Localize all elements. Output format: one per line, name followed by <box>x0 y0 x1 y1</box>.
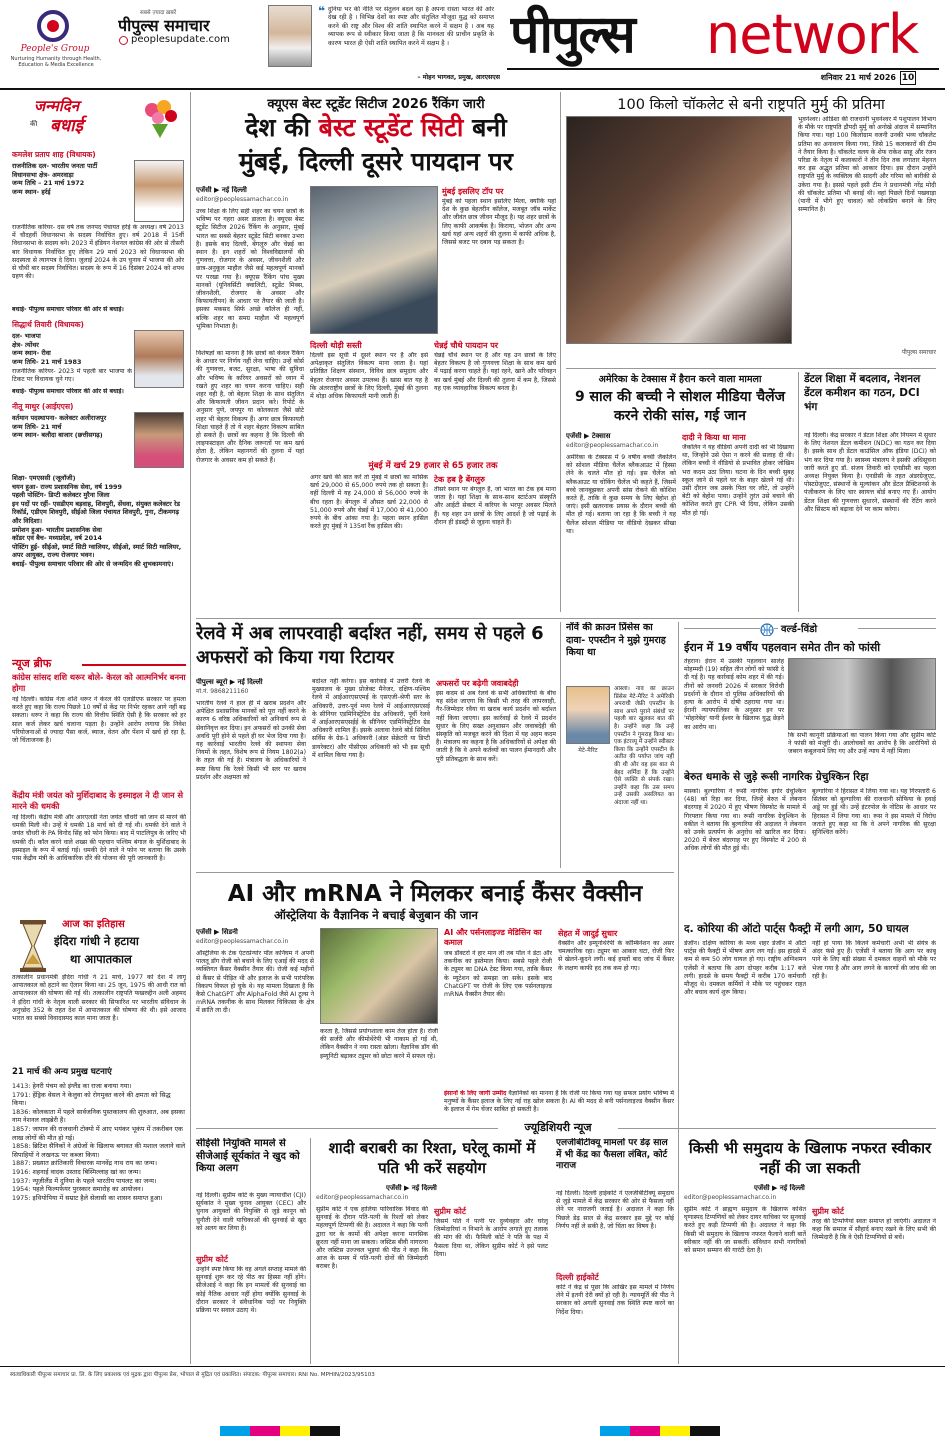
birthday-line: क्षेत्र- त्योंथर <box>12 340 39 349</box>
tech-body: तीसरे स्थान पर बेंगलुरु है, जो भारत का टेक हब माना जाता है। यहां शिक्षा के साथ-साथ स्टार्टअप संस्कृति और आईटी सेक्टर में करियर के भरपूर अवसर मिलते हैं। यह शहर उन छात्रों के लिए आदर्श है जो पढ़ाई के दौरान ही इंडस्ट्री से जुड़ना चाहते हैं। <box>434 486 556 526</box>
lgbt-headline: एलजीबीटीक्यू मामलों पर डेढ़ साल में भी केंद्र का फैसला लंबित, कोर्ट नाराज <box>556 1138 668 1171</box>
texas-headline: 9 साल की बच्ची ने सोशल मीडिया चैलेंज करने रोकी सांस, गई जान <box>574 389 786 424</box>
quote-text: दुनिया भर की नीति पर संतुलन बदल रहा है अपना रास्ता भारत की ओर देख रही है । विभिन्न देशों का स्पष्ट और संतुलित मौजूदा युद्ध को समाप्त करने की राष्ट्र और विश्व की शांति स्थापित करने में सक्षम है । अब यह व्यापक रूप से स्वीकार किया जाता है कि मानवता की प्राचीन प्रकृति के कारण भारत ही ऐसी शांति स्थापित करने में सक्षम है । <box>328 6 494 47</box>
history-event: 1858: ब्रिटिश सैनिकों ने अंग्रेजों के खिलाफ बगावत की मशाल जलाने वाले सिपाहियों ने लखनऊ पर कब्जा किया। <box>12 1142 186 1159</box>
top-divider <box>0 88 945 90</box>
siddharth-tiwari-photo <box>134 330 184 388</box>
chennai-subhead: चेन्नई चौथे पायदान पर <box>434 341 499 350</box>
history-event: 1791: हेंड्रिक वेसल ने केलुवा को रोगमुक्त करने की क्षमता को सिद्ध किया। <box>12 1090 171 1108</box>
cancer-kicker: ऑस्ट्रेलिया के वैज्ञानिक ने बचाई बेजुबान की जान <box>274 908 478 922</box>
texas-right-rule <box>798 372 799 612</box>
color-registration-strip <box>220 1426 340 1436</box>
history-events-title: 21 मार्च की अन्य प्रमुख घटनाएं <box>12 1067 112 1077</box>
cost-body: अगर खर्च की बात करें तो मुंबई में छात्रों का मासिक खर्च 29,000 से 65,000 रुपये तक हो सकता है। वहीं दिल्ली में यह 24,000 से 56,000 रुपये के बीच रहता है। बेंगलुरु में औसत खर्च 22,000 से 51,000 रुपये और चेन्नई में 17,000 से 41,000 रुपये के बीच आंका गया है। पहला स्थान हासिल करते हुए मुंबई ने 135वां रैंक हासिल की। <box>310 474 428 531</box>
hate-body-2: तरह की टिप्पणियां स्वतः समाप्त हो जाएंगी। अदालत ने कहा कि समाज में सौहार्द बनाए रखने के लिए सभी की जिम्मेदारी है कि वे ऐसी टिप्पणियों से बचें। <box>812 1218 936 1242</box>
birthday-heading-bottom: बधाई <box>50 116 83 136</box>
delhi-body: दिल्ली इस सूची में दूसरे स्थान पर है और इसे अपेक्षाकृत संतुलित विकल्प माना जाता है। यहां प्रतिष्ठित शिक्षण संस्थान, विविध छात्र समुदाय और बेहतर रोजगार अवसर उपलब्ध हैं। खास बात यह है कि अंतरराष्ट्रीय छात्रों के लिए दिल्ली, मुंबई की तुलना में थोड़ा अधिक किफायती मानी जाती है। <box>310 352 428 401</box>
history-event: 1836: कोलकाता में पहले सार्वजनिक पुस्तकालय की शुरुआत, अब इसका नाम नेशनल लाइब्रेरी है। <box>12 1107 185 1125</box>
lead-story <box>196 94 556 614</box>
lgbt-body-2: कोर्ट ने केंद्र से पूछा कि आखिर इस मामले में निर्णय लेने में इतनी देरी क्यों हो रही है। न्यायमूर्ति की पीठ ने सरकार को अगली सुनवाई तक स्थिति स्पष्ट करने का निर्देश दिया। <box>556 1284 674 1316</box>
birthday-details-3b <box>12 474 184 652</box>
small-paper-title: पीपुल्स समाचार <box>118 16 210 35</box>
history-label: आज का इतिहास <box>62 919 125 930</box>
railway-mobile: मो.नं. 9868211160 <box>196 688 249 695</box>
hate-headline: किसी भी समुदाय के खिलाफ नफरत स्वीकार नहीं की जा सकती <box>688 1139 932 1177</box>
quote-author: – मोहन भागवत, प्रमुख, आरएसएस <box>417 74 500 81</box>
scientist-dog-photo <box>320 928 438 1024</box>
footer-imprint: स्वत्वाधिकारी पीपुल्स समाचार प्रा. लि. के लिए प्रकाशक एवं मुद्रक द्वारा पीपुल्स प्रेस, भोपाल से मुद्रित एवं प्रकाशित। संपादक: पीपुल्स समाचार। RNI No. MPHIN/2023/95103 <box>10 1372 375 1378</box>
railway-body-2: बर्दाश्त नहीं करेगा। इस कार्रवाई में उत्तरी रेलवे के मुख्यालय के मुख्य प्रोजेक्ट मैनेजर, दक्षिण-पश्चिम रेलवे में आईआरएसएमई के एसएजी-श्रेणी स्तर के अधिकारी, उत्तर-पूर्व मध्य रेलवे में आईआरएसएसई के सीनियर एडमिनिस्ट्रेटिव ग्रेड अधिकारी, पूर्वी रेलवे में आईआरएसएसईई के सीनियर एडमिनिस्ट्रेटिव ग्रेड अधिकारी शामिल हैं। इसके अलावा रेलवे बोर्ड सिविल सर्विस के ग्रेड-1 अधिकारी (अंडर सेक्रेटरी या डिप्टी डायरेक्टर) और पीसीएस अधिकारी को भी इस सूची में शामिल किया गया है। <box>312 678 430 759</box>
marriage-body-2: जिसमें पति ने पत्नी पर दुर्व्यवहार और घरेलू जिम्मेदारियां न निभाने के आरोप लगाते हुए तलाक की मांग की थी। फैमिली कोर्ट ने पति के पक्ष में फैसला दिया था, लेकिन सुप्रीम कोर्ट ने इसे पलट दिया। <box>434 1218 548 1258</box>
lead-headline-c: बनी <box>463 113 507 142</box>
texas-email[interactable]: editor@peoplessamachar.co.in <box>566 442 659 449</box>
marriage-headline: शादी बराबरी का रिश्ता, घरेलू कामों में पति भी करें सहयोग <box>328 1139 536 1177</box>
texas-body: अमेरिका के टेक्सास में 9 वर्षीय बच्ची जैकलिन को सोशल मीडिया चैलेंज ब्लैकआउट में हिस्सा लेने के चलते मौत हो गई। इस चैलेंज को ब्लैकआउट या चोकिंग चैलेंज भी कहते हैं, जिसमें बच्चे जानबूझकर अपनी सांस रोकने की कोशिश करते हैं, ताकि वे कुछ समय के लिए बेहोश हो जाएं। इसी खतरनाक प्रयास के दौरान बच्ची की मौत हो गई। बताया जा रहा है कि बच्ची ने यह चैलेंज सोशल मीडिया पर वीडियो देखकर सीखा था। <box>566 454 676 535</box>
students-library-photo <box>310 186 438 334</box>
railway-story <box>196 622 556 868</box>
left-column-rule <box>190 92 191 1364</box>
cancer-highlight-body: वैज्ञानिकों का मानना है कि रोजी पर किया गया यह सफल प्रयोग भविष्य में मनुष्यों के कैंसर इलाज के लिए नई राह खोल सकता है। AI की मदद से बनी पर्सनलाइज्ड वैक्सीन कैंसर के इलाज में गेम चेंजर साबित हो सकती है। <box>444 1090 674 1114</box>
cancer-highlight-label: इंसानों के लिए जागी उम्मीद <box>444 1090 507 1097</box>
birthday-line: बधाई- पीपुल्स समाचार परिवार की ओर से जन्मदिन की शुभकामनाएं। <box>12 559 174 568</box>
delhi-subhead: दिल्ली थोड़ी सस्ती <box>310 341 362 350</box>
judiciary-label: ज्यूडिशियरी न्यूज <box>498 1120 618 1135</box>
korea-headline: द. कोरिया की ऑटो पार्ट्स फैक्ट्री में लगी आग, 50 घायल <box>684 923 909 935</box>
birthday-line: राजनीतिक दल- भारतीय जनता पार्टी <box>12 162 98 170</box>
masthead-underline <box>507 68 939 70</box>
footer-rule <box>0 1366 945 1367</box>
birthday-line: वर्तमान पदस्थापना- कलेक्टर अलीराजपुर <box>12 414 107 422</box>
lead-headline-b: बेस्ट स्टूडेंट सिटी <box>318 113 464 142</box>
website-url[interactable]: peoplesupdate.com <box>131 34 230 45</box>
history-events-list <box>12 1082 186 1362</box>
news-brief-label-rule <box>82 664 186 666</box>
birthday-line: जन्म तिथि – 21 मार्च 1972 <box>12 179 85 188</box>
texas-kicker: अमेरिका के टेक्सास में हैरान करने वाला मामला <box>598 374 762 385</box>
group-tagline: Nurturing Humanity through Health, Education & Media Excellence <box>10 56 102 68</box>
cancer-sub-1-body: जब डॉक्टरों ने हार मान ली तब पॉल ने डेटा और तकनीक का इस्तेमाल किया। सबसे पहले रोजी के ट्यूमर का DNA टेस्ट किया गया, ताकि कैंसर के म्यूटेशन को समझा जा सके। इसके बाद ChatGPT पर रोजी के लिए एक पर्सनलाइज्ड mRNA वैक्सीन तैयार की। <box>444 950 552 999</box>
judiciary-rule-1 <box>310 1138 311 1364</box>
small-paper-tag: सबसे ज़्यादा ख़बरें <box>140 10 177 16</box>
lgbt-story <box>556 1138 674 1364</box>
history-section <box>12 916 186 1364</box>
brief-title-1: कांग्रेस सांसद शशि थरूर बोले- केरल को आत्मनिर्भर बनना होगा <box>12 672 186 693</box>
railway-headline: रेलवे में अब लापरवाही बर्दाश्त नहीं, समय से पहले 6 अफसरों को किया गया रिटायर <box>196 623 544 668</box>
iran-headline: ईरान में 19 वर्षीय पहलवान समेत तीन को फांसी <box>684 641 881 654</box>
texas-subhead: दादी ने किया था माना <box>682 433 746 442</box>
lead-body-2: विशेषज्ञों का मानना है कि छात्रों को केवल रैंकिंग के आधार पर निर्णय नहीं लेना चाहिए। उन्हें कोर्स की गुणवत्ता, बजट, सुरक्षा, भाषा की सुविधा और भविष्य के करियर अवसरों को ध्यान में रखते हुए शहर का चयन करना चाहिए। सही शहर वही है, जो बेहतर शिक्षा के साथ संतुलित और किफायती जीवन प्रदान करे। रिपोर्ट के अनुसार पुणे, जयपुर या कोलकाता जैसे छोटे शहर भी बेहतर विकल्प हैं। अगर छात्र किफायती शिक्षा चाहते हैं तो ये शहर बेहतर विकल्प साबित हो सकते हैं। छात्रों का कहना है कि दिल्ली की लाइफस्टाइल और दैनिक जरूरतों पर कम खर्च होता है, लेकिन महानगरों की तुलना में यहां रोजगार के अवसर कम हो सकते हैं। <box>196 350 304 464</box>
birthday-line: चयन हुआ- राज्य प्रशासनिक सेवा, वर्ष 1999 <box>12 482 122 491</box>
cancer-email[interactable]: editor@peoplessamachar.co.in <box>196 938 289 945</box>
cancer-sub-2-body: वैक्सीन और इम्यूनोथेरेपी के कॉम्बिनेशन का असर चमत्कारिक रहा। ट्यूमर का आकार घटा, रोजी फिर से खेलने-कूदने लगी। कई हफ्तों बाद जांच में कैंसर के लक्षण काफी हद तक कम हो गए। <box>558 940 674 972</box>
dental-body: नई दिल्ली। केंद्र सरकार ने डेंटल शिक्षा और नियमन में सुधार के लिए नेशनल डेंटल कमीशन (NDC) का गठन कर दिया है। इसके साथ ही डेंटल काउंसिल ऑफ इंडिया (DCI) को भंग कर दिया गया है। स्वास्थ्य मंत्रालय ने इसकी अधिसूचना जारी करते हुए डॉ. संजय तिवारी को एनडीसी का पहला अध्यक्ष नियुक्त किया है। एनडीसी के तहत अंडरग्रेजुएट, पोस्टग्रेजुएट, संस्थानों के मूल्यांकन और डेंटल प्रैक्टिशनर्स के पंजीकरण के लिए चार स्वायत्त बोर्ड बनाए गए हैं। आयोग डेंटल शिक्षा की गुणवत्ता सुधारने, संस्थानों की रेटिंग करने और सिस्टम को बढ़ावा देने पर काम करेगा। <box>804 432 936 513</box>
masthead <box>0 0 945 90</box>
cji-headline: सीईसी नियुक्ति मामले से सीजेआई सूर्यकांत ने खुद को किया अलग <box>196 1138 300 1174</box>
mette-marit-photo <box>566 686 610 744</box>
hate-email[interactable]: editor@peoplessamachar.co.in <box>684 1194 777 1201</box>
cancer-sub-1: AI और पर्सनलाइज्ड मेडिसिन का कमाल <box>444 928 542 947</box>
news-brief-section <box>12 656 186 906</box>
railway-byline: पीपुल्स ब्यूरो ▶ नई दिल्ली <box>196 678 263 686</box>
history-event: 1857: जापान की राजधानी टोक्यो में आए भयंकर भूकंप में तकरीबन एक लाख लोगों की मौत हो गई। <box>12 1124 183 1142</box>
marriage-story <box>316 1138 548 1364</box>
birthday-name-1: कमलेश प्रताप शाह (विधायक) <box>12 150 96 159</box>
korea-body-2: नहीं हो पाया कि कितने कर्मचारी अभी भी संयंत्र के अंदर फंसे हुए हैं। एजेंसी ने बताया कि आग पर काबू पाने के लिए बड़ी संख्या में दमकल वाहनों को मौके पर भेजा गया है और आग लगने के कारणों की जांच की जा रही है। <box>812 940 936 980</box>
history-event: 1413: हेनरी पंचम को इंग्लैंड का राजा बनाया गया। <box>12 1082 132 1090</box>
news-brief-label: न्यूज ब्रीफ <box>12 657 52 670</box>
center-column-rule <box>560 92 561 612</box>
birthday-career-1: राजनीतिक करियर- दस वर्ष तक जनपद पंचायत हर्रई के अध्यक्ष। वर्ष 2013 में चौदहवीं विधानसभा के सदस्य निर्वाचित हुए। वर्ष 2018 में 15वीं विधानसभा के सदस्य बने। 2023 में इंडियन नेशनल कांग्रेस की ओर से तीसरी बार विधायक निर्वाचित हुए लेकिन 29 मार्च 2023 को विधानसभा की सदस्यता से त्यागपत्र दे दिया। जुलाई 2024 के उप चुनाव में भाजपा की ओर से चौथी बार सदस्य निर्वाचित। सदस्य के रूप में 16 दिसंबर 2024 को शपथ ग्रहण की। <box>12 224 184 281</box>
korea-body: डेजॉन। दक्षिण कोरिया के मध्य शहर डेजॉन में ऑटो पार्ट्स की फैक्ट्री में भीषण आग लग गई। इस हादसे में कम से कम 50 लोग घायल हो गए। राष्ट्रीय अग्निशमन एजेंसी ने बताया कि आग दोपहर करीब 1:17 बजे लगी। हादसे के समय फैक्ट्री में करीब 170 कर्मचारी मौजूद थे। दमकल कर्मियों ने मौके पर पहुंचकर राहत और बचाव कार्य शुरू किया। <box>684 940 806 997</box>
birthday-line: जन्म तिथि- 21 मार्च <box>12 422 62 431</box>
lgbt-tag: दिल्ली हाईकोर्ट <box>556 1273 599 1282</box>
cji-body: नई दिल्ली। सुप्रीम कोर्ट के मुख्य न्यायाधीश (CJI) सूर्यकांत ने मुख्य चुनाव आयुक्त (CEC) और चुनाव आयुक्तों की नियुक्ति से जुड़े कानून को चुनौती देने वाली याचिकाओं की सुनवाई से खुद को अलग कर लिया है। <box>196 1192 306 1232</box>
globe-icon <box>760 622 774 636</box>
mohan-bhagwat-photo <box>268 5 312 67</box>
railway-right-rule <box>560 622 561 868</box>
page-number: 10 <box>901 73 915 83</box>
history-body: तत्कालीन प्रधानमंत्री इंदिरा गांधी ने 21 मार्च, 1977 को देश में लागू आपातकाल को हटाने का ऐलान किया था। 25 जून, 1975 की आधी रात को आपातकाल की घोषणा की गई थी। तत्कालीन राष्ट्रपति फखरुद्दीन अली अहमद ने इंदिरा गांधी के नेतृत्व वाली सरकार की सिफारिश पर भारतीय संविधान के अनुच्छेद 352 के तहत देश में आपातकाल की घोषणा की थी। इसे आजाद भारत का सबसे विवादास्पद काल माना जाता है। <box>12 974 186 1023</box>
registration-marks <box>0 1420 945 1444</box>
world-label: वर्ल्ड-विंडो <box>778 622 858 635</box>
cji-tag: सुप्रीम कोर्ट <box>196 1255 228 1264</box>
chocolate-bottom-rule <box>566 368 936 369</box>
chennai-body: चेन्नई चौथे स्थान पर है और यह उन छात्रों के लिए बेहतर विकल्प है जो गुणवत्ता शिक्षा के साथ कम खर्च में पढ़ाई करना चाहते हैं। यहां रहने, खाने और परिवहन का खर्च मुंबई और दिल्ली की तुलना में कम है, जिससे यह एक व्यावहारिक विकल्प बनता है। <box>434 352 556 392</box>
color-registration-strip-2 <box>600 1426 720 1436</box>
cancer-byline: एजेंसी ▶ सिडनी <box>196 928 238 936</box>
birthday-wish-2: बधाई- पीपुल्स समाचार परिवार की ओर से बधाई। <box>12 388 124 395</box>
mumbai-body: मुंबई को पहला स्थान इसलिए मिला, क्योंकि यहां देश के कुछ बेहतरीन कॉलेज, मजबूत जॉब मार्केट और जीवंत छात्र जीवन मौजूद है। यह शहर छात्रों के लिए काफी आकर्षक है। किराया, भोजन और अन्य खर्च यहां अन्य शहरों की तुलना में काफी अधिक है, जिससे बजट पर दबाव पड़ सकता है। <box>442 198 556 247</box>
mid-rule <box>196 618 936 619</box>
cancer-story <box>196 876 674 1116</box>
birthday-line: पोस्टिंग हुई- सीईओ, स्मार्ट सिटी ग्वालियर, सीईओ, स्मार्ट सिटी ग्वालियर, अपर आयुक्त, राज्य रोजगार भवन। <box>12 542 182 560</box>
issue-date: शनिवार 21 मार्च 2026 <box>820 73 896 82</box>
chocolate-body: भुवनेश्वर। ओडिशा की राजधानी भुवनेश्वर में पशुपालन विभाग के मौके पर राष्ट्रपति द्रौपदी मुर्मु को अनोखे अंदाज में सम्मानित किया गया। यहां 100 किलोग्राम वजनी उनकी भव्य चॉकलेट प्रतिमा का अनावरण किया गया, जिसे 15 कलाकारों की टीम ने तैयार किया है। चॉकलेट वलय के शेफ राकेश साहू और रंजन परिडा के नेतृत्व में कलाकारों ने तीन दिन तक लगातार मेहनत कर इस अद्भुत प्रतिमा को आकार दिया। इस दौरान उन्होंने राष्ट्रपति मुर्मु के व्यक्तित्व की सादगी और गरिमा को बारीकी से उकेरा गया है। इससे पहले इसी टीम ने प्रधानमंत्री नरेंद्र मोदी की चॉकलेट प्रतिमा भी बनाई थी। वहां पिछले दिनों पखवाड़ा (पानी में भीगे हुए चावल) को लोकप्रिय बनाने के लिए सम्मानित है। <box>798 116 936 214</box>
lead-headline-1 <box>196 112 556 144</box>
birthday-wish-1: बधाई- पीपुल्स समाचार परिवार की ओर से बधाई। <box>12 306 124 313</box>
cji-body-2: उन्होंने स्पष्ट किया कि वह अगले सप्ताह मामले की सुनवाई शुरू कर रहे पीठ का हिस्सा नहीं होंगे। सीजेआई ने कहा कि इन मामलों की सुनवाई का कोई नैतिक आधार नहीं होगा क्योंकि सुनवाई के दौरान सरकार ने संवैधानिक पदों पर नियुक्ति प्रक्रिया पर सवाल उठाए थे। <box>196 1266 306 1315</box>
cji-story <box>196 1138 306 1364</box>
birthday-name-3: नीतू माथुर (आईएएस) <box>12 402 74 411</box>
lead-headline-a: देश की <box>245 113 319 142</box>
hate-story <box>684 1138 936 1364</box>
birthday-line: विधानसभा क्षेत्र- अमरवाड़ा <box>12 170 74 179</box>
russian-body-2: बुल्गारिया ने हिरासत में लिया गया था। यह गिरफ्तारी 6 सितंबर को बुल्गारिया की राजधानी सोफिया के हवाई अड्डे पर हुई थी। उन्हें इंटरपोल के नोटिस के आधार पर हिरासत में लिया गया था। रूस ने इस मामले में विरोध जताते हुए कहा था कि वे अपने नागरिक की सुरक्षा सुनिश्चित करेंगे। <box>812 788 936 837</box>
birthday-line: जन्म स्थान- हर्रई <box>12 187 51 196</box>
brief-body-2: नई दिल्ली। केंद्रीय मंत्री और आरएलडी नेता जयंत चौधरी को जान से मारने की धमकी मिली थी। उन्हें ये धमकी 18 मार्च को दी गई थी। धमकी देने वाले ने जयंत चौधरी के PA विनोद सिंह को फोन किया। बाद में पाटलिपुत्र के जरिए भी धमकी दी। कॉल करने वाले शख्स की पहचान पश्चिम बंगाल के मुर्शिदाबाद के इस्माइल के रूप में बताई गई। धमकी देने वाले ने फोन पर बताया कि उसके पास केंद्रीय मंत्री के आधिकारिक दौरे की योजना की पूरी जानकारी है। <box>12 814 186 863</box>
birthday-line: शिक्षा- एमएससी (जूलॉजी) <box>12 474 76 482</box>
website-globe-icon <box>119 36 128 45</box>
birthday-line: प्रमोशन हुआ- भारतीय प्रशासनिक सेवा <box>12 525 102 534</box>
history-event: 1916: शहनाई वादक उस्ताद बिस्मिल्लाह खां का जन्म। <box>12 1167 141 1176</box>
russian-headline: बेरुत धमाके से जुड़े रूसी नागरिक ग्रेचुश्किन रिहा <box>684 771 869 783</box>
cost-subhead: मुंबई में खर्च 29 हजार से 65 हजार तक <box>368 461 498 471</box>
birthday-name-2: सिद्धार्थ तिवारी (विधायक) <box>12 320 84 329</box>
hate-body: सुप्रीम कोर्ट ने ब्राह्मण समुदाय के खिलाफ कथित घृणास्पद टिप्पणियों को लेकर दायर याचिका पर सुनवाई करते हुए कड़ी टिप्पणी की है। अदालत ने कहा कि किसी भी समुदाय के खिलाफ नफरत फैलाने वाली बातें स्वीकार नहीं की जा सकतीं। संविधान सभी नागरिकों को समान सम्मान की गारंटी देता है। <box>684 1206 806 1255</box>
network-title-english: network <box>706 3 919 66</box>
group-name: People's Group <box>20 44 90 54</box>
marriage-byline: एजेंसी ▶ नई दिल्ली <box>386 1184 437 1192</box>
neetu-mathur-photo <box>134 412 184 468</box>
texas-byline: एजेंसी ▶ टेक्सास <box>566 432 611 440</box>
lead-body-1: उच्च शिक्षा के लिए सही शहर का चयन छात्रों के भविष्य पर गहरा असर डालता है। क्यूएस बेस्ट स्टूडेंट सिटीज 2026 रैंकिंग के अनुसार, मुंबई भारत का सबसे बेहतर स्टूडेंट सिटी बनकर उभरा है। इसके बाद दिल्ली, बेंगलुरु और चेन्नई का स्थान है। इन शहरों को विश्वविद्यालयों की गुणवत्ता, रोजगार के अवसर, जीवनशैली और छात्र-अनुकूल माहौल जैसे कई महत्वपूर्ण मानकों पर परखा गया है। क्यूएस रैंकिंग पांच मुख्य मानकों (यूनिवर्सिटी क्वालिटी, स्टूडेंट मिक्स, जीवनशैली, रोजगार के अवसर और किफायतीपन) के आधार पर तैयार की जाती है। इसका मकसद सिर्फ अच्छे कॉलेज ही नहीं, बल्कि शहर का समग्र माहौल भी महत्वपूर्ण भूमिका निभाता है। <box>196 208 304 330</box>
dental-story <box>804 372 936 612</box>
marriage-tag: सुप्रीम कोर्ट <box>434 1207 466 1216</box>
birthday-heading-small: की <box>30 120 38 128</box>
birthday-line: जन्म स्थान- रीवा <box>12 349 51 358</box>
brief-body-1: नई दिल्ली। कांग्रेस नेता शशि थरूर ने केरल की एलडीएफ सरकार पर हमला करते हुए कहा कि राज्य पिछले 10 वर्षों से केंद्र पर निर्भर रहकर आगे नहीं बढ़ सकता। थरूर ने कहा कि राज्य की वित्तीय स्थिति ऐसी है कि सरकार को हर साल कर्ज लेकर खर्च चलाना पड़ता है। उन्होंने आरोप लगाया कि निवेश परियोजनाओं से ज्यादा पैसा कर्ज, ब्याज, वेतन और पेंशन में खर्च हो रहा है, जो चिंताजनक है। <box>12 696 186 745</box>
marriage-email[interactable]: editor@peoplessamachar.co.in <box>316 1194 409 1201</box>
birthday-heading-top: जन्मदिन <box>34 97 80 115</box>
lead-email[interactable]: editor@peoplessamachar.co.in <box>196 196 289 203</box>
railway-subhead: अफसरों पर बढ़ेगी जवाबदेही <box>436 679 519 688</box>
lead-headline-2: मुंबई, दिल्ली दूसरे पायदान पर <box>239 147 513 176</box>
texas-sub-body: जैकलिन ने यह वीडियो अपनी दादी को भी दिखाया था, जिन्होंने उसे ऐसा न करने की सलाह दी थी। लेकिन बच्ची ने वीडियो से प्रभावित होकर जोखिम भरा कदम उठा लिया। घटना के दिन बच्ची सुबह स्कूल जाने से पहले घर के बाहर खेलने गई थी। उसी दौरान जब उसके पिता घर लौटे, तो उन्होंने बेटी को बेहोश पाया। उन्होंने तुरंत उसे बचाने की कोशिश करते हुए CPR भी दिया, लेकिन उसकी मौत हो गई। <box>682 444 794 517</box>
norway-body: ओस्लो। नॉर्वे की क्राउन प्रिंसेस मेटे-मैरिट ने अमेरिकी अपराधी जेफ्री एपस्टीन के साथ अपने पुराने संबंधों पर पहली बार खुलकर बात की है। उन्होंने कहा कि उन्हें एपस्टीन ने गुमराह किया था। एक इंटरव्यू में उन्होंने स्वीकार किया कि उन्होंने एपस्टीन के अतीत की पर्याप्त जांच नहीं की थी और वह इस बात से बेहद शर्मिंदा हैं कि उन्होंने ऐसे व्यक्ति से संपर्क रखा। उन्होंने कहा कि उस समय उन्हें उसकी असलियत का अंदाजा नहीं था। <box>614 686 674 806</box>
birthday-line: पहली पोस्टिंग- डिप्टी कलेक्टर मुरैना जिला <box>12 491 110 500</box>
chocolate-story <box>566 94 936 364</box>
birthday-career-2: राजनीतिक करियर- 2023 में पहली बार भाजपा के टिकट पर विधायक चुने गए। <box>12 368 132 384</box>
lead-byline: एजेंसी ▶ नई दिल्ली <box>196 186 247 194</box>
chocolate-statue-photo <box>566 116 792 344</box>
marriage-body: सुप्रीम कोर्ट ने एक हालिया पारिवारिक विवाद की सुनवाई के दौरान पति-पत्नी के रिश्तों को लेकर महत्वपूर्ण टिप्पणी की है। अदालत ने कहा कि पत्नी द्वारा घर के कामों की अपेक्षा करना मानसिक क्रूरता नहीं माना जा सकता। जस्टिस बीवी नागरत्ना और जस्टिस उज्ज्वल भुइयां की पीठ ने कहा कि आज के समय में पति-पत्नी दोनों की जिम्मेदारी बराबर है। <box>316 1206 428 1271</box>
birthday-line: इन पदों पर रहीं- एसडीएम बड़वाह, शिवपुरी, सेंधवा, संयुक्त कलेक्टर रेड रिकॉर्ड, एडीएम शिवपुरी, सीईओ जिला पंचायत शिवपुरी, गुना, टीकमगढ़ और विदिशा। <box>12 499 181 525</box>
dental-headline: डेंटल शिक्षा में बदलाव, नेशनल डेंटल कमीशन का गठन, DCI भंग <box>804 373 921 413</box>
peoples-group-logo <box>30 8 76 44</box>
chocolate-credit: पीपुल्स समाचार <box>901 349 936 356</box>
norway-story <box>566 622 674 868</box>
tech-subhead: टेक हब है बेंगलुरु <box>434 475 485 484</box>
quote-mark-icon: ❝ <box>318 4 326 14</box>
history-headline-2: था आपातकाल <box>70 952 132 966</box>
history-headline-1: इंदिरा गांधी ने हटाया <box>54 934 139 948</box>
birthday-line: जन्म स्थान- बलौदा बाजार (छत्तीसगढ़) <box>12 431 103 440</box>
hate-byline: एजेंसी ▶ नई दिल्ली <box>754 1184 805 1192</box>
network-title-hindi: पीपुल्स <box>510 5 634 65</box>
iran-body-2: कि सभी कानूनी प्रक्रियाओं का पालन किया गया और सुप्रीम कोर्ट ने फांसी को मंजूरी दी। आलोचकों का आरोप है कि आरोपियों से जबरन कबूलनामे लिए गए और उन्हें न्याय में नहीं मिला। <box>788 732 936 756</box>
norway-right-rule <box>678 622 679 1364</box>
lgbt-body: नई दिल्ली। दिल्ली हाईकोर्ट ने एलजीबीटीक्यू समुदाय से जुड़े मामले में केंद्र सरकार की ओर से फैसला नहीं लेने पर नाराजगी जताई है। अदालत ने कहा कि पिछले डेढ़ साल से केंद्र सरकार इस मुद्दे पर कोई निर्णय नहीं ले सकी है, जो चिंता का विषय है। <box>556 1190 674 1230</box>
cancer-body-2: करता है, जिससे प्रयोगशाला काम तेज होता है। रोजी की सर्जरी और कीमोथेरेपी भी नाकाम हो गई थी, लेकिन वैक्सीन ने नया रास्ता खोला। वैज्ञानिक डॉग की इम्यूनिटी बढ़ाकर ट्यूमर को छोटा करने में सफल रहे। <box>320 1028 438 1060</box>
railway-body-1: भारतीय रेलवे ने हाल ही में खराब प्रदर्शन और अपेक्षित प्रशासनिक मानकों को पूरा नहीं करने के कारण 6 वरिष्ठ अधिकारियों को अनिवार्य रूप से सेवानिवृत्त कर दिया। इन अफसरों को उनकी सेवा अवधि पूरी होने से पहले ही घर भेज दिया गया है। यह कार्रवाई भारतीय रेलवे की स्थापना सेवा नियमों के तहत, विशेष रूप से नियम 1802(a) के तहत की गई है। मंत्रालय के अधिकारियों ने स्पष्ट किया कि रेलवे किसी भी स्तर पर खराब प्रदर्शन और अक्षमता को <box>196 700 306 781</box>
hourglass-icon <box>18 920 48 972</box>
chocolate-headline: 100 किलो चॉकलेट से बनी राष्ट्रपति मुर्मु की प्रतिमा <box>617 97 885 113</box>
norway-headline: नॉर्वे की क्राउन प्रिंसेस का दावा- एपस्टीन ने मुझे गुमराह किया था <box>566 622 666 658</box>
texas-story <box>566 372 794 612</box>
history-event: 1887: प्रख्यात क्रांतिकारी विचारक मानवेंद्र नाथ राय का जन्म। <box>12 1159 157 1168</box>
history-event: 1954: पहले फिल्मफेयर पुरस्कार समारोह का आयोजन। <box>12 1185 144 1194</box>
birthday-line: दल- भाजपा <box>12 332 41 340</box>
brief-title-2: केंद्रीय मंत्री जयंत को मुर्शिदाबाद के इस्माइल ने दी जान से मारने की धमकी <box>12 790 184 811</box>
russian-body: मास्को। बुल्गारिया ने रूसी नागरिक इगोर ग्रेचुश्किन (48) को रिहा कर दिया, जिन्हें बेरुत में लेबनान बंदरगाह में 2020 में हुए भीषण विस्फोट के मामले में गिरफ्तार किया गया था। रूसी नागरिक ग्रेचुश्किन के वकील ने बताया कि बुल्गारिया की अदालत ने लेबनान को उनके प्रत्यर्पण के अनुरोध को खारिज कर दिया। 2020 में बेरुत बंदरगाह पर हुए विस्फोट में 200 से अधिक लोगों की मौत हुई थी। <box>684 788 806 853</box>
cancer-sub-2: सेहत में जादुई सुधार <box>558 929 618 938</box>
cancer-top-rule <box>196 872 674 873</box>
iran-body: तेहरान। ईरान में उसकी पहलवान सालेह मोहम्मदी (19) सहित तीन लोगों को फांसी दे दी गई है। यह कार्रवाई कोम शहर में की गई। तीनों को जनवरी 2026 में सरकार विरोधी प्रदर्शनों के दौरान दो पुलिस अधिकारियों की हत्या के आरोप में दोषी ठहराया गया था। ईरानी न्यायपालिका के अनुसार इन पर 'मोहारेबेह' यानी ईश्वर के खिलाफ युद्ध छेड़ने का आरोप था। <box>684 658 784 731</box>
flower-bouquet-icon <box>138 98 182 138</box>
birthday-line: कॉडर एवं बैच- मध्यप्रदेश, वर्ष 2014 <box>12 534 102 543</box>
history-event: 1937: न्यूज़ीलैंड में दुनिया के पहले भारतीय पायलट का जन्म। <box>12 1176 157 1185</box>
norway-caption: मेटे-मैरिट <box>578 747 598 754</box>
railway-sub-body: इस कदम से अब रेलवे के सभी अधिकारियों के बीच यह संदेश जाएगा कि किसी भी तरह की लापरवाही, गैर-जिम्मेदार रवैया या खराब कार्य प्रदर्शन को बर्दाश्त नहीं किया जाएगा। इस कार्रवाई से रेलवे में प्रदर्शन सुधार के लिए सख्त अनुशासन और जवाबदेही की संस्कृति को मजबूत करने की दिशा में यह अहम कदम है। मंत्रालय का कहना है कि अधिकारियों से अपेक्षा की जाती है कि वे अपने कर्तव्यों का पालन ईमानदारी और पूरी प्रतिबद्धता के साथ करें। <box>436 690 556 763</box>
cancer-body-1: ऑस्ट्रेलिया के टेक एंटरप्रेन्योर पॉल कनिंघम ने अपनी पालतू डॉग रोजी को बचाने के लिए एआई की मदद से व्यक्तिगत कैंसर वैक्सीन तैयार की। रोजी कई महीनों से कैंसर से पीड़ित थी और इलाज के सभी पारंपरिक विकल्प विफल हो चुके थे। यह मामला दिखाता है कि कैसे ChatGPT और AlphaFold जैसे AI टूल्स ने mRNA तकनीक के साथ मिलकर चिकित्सा के क्षेत्र में क्रांति ला दी। <box>196 950 314 1015</box>
kamlesh-shah-photo <box>134 160 184 222</box>
cancer-headline: AI और mRNA ने मिलकर बनाई कैंसर वैक्सीन <box>227 881 643 907</box>
cancer-highlight-box <box>444 1090 674 1116</box>
birthday-section <box>12 96 186 652</box>
hate-tag: सुप्रीम कोर्ट <box>812 1207 844 1216</box>
lead-kicker: क्यूएस बेस्ट स्टूडेंट सिटीज 2026 रैंकिंग जारी <box>267 97 485 112</box>
birthday-line: जन्म तिथि- 21 मार्च 1983 <box>12 357 82 366</box>
history-event: 1975: इथियोपिया में सम्राट हैले सेलासी का शासन समाप्त हुआ। <box>12 1193 163 1202</box>
logo-icon <box>30 8 76 44</box>
mumbai-subhead: मुंबई इसलिए टॉप पर <box>442 187 504 196</box>
iran-execution-photo <box>788 658 936 730</box>
